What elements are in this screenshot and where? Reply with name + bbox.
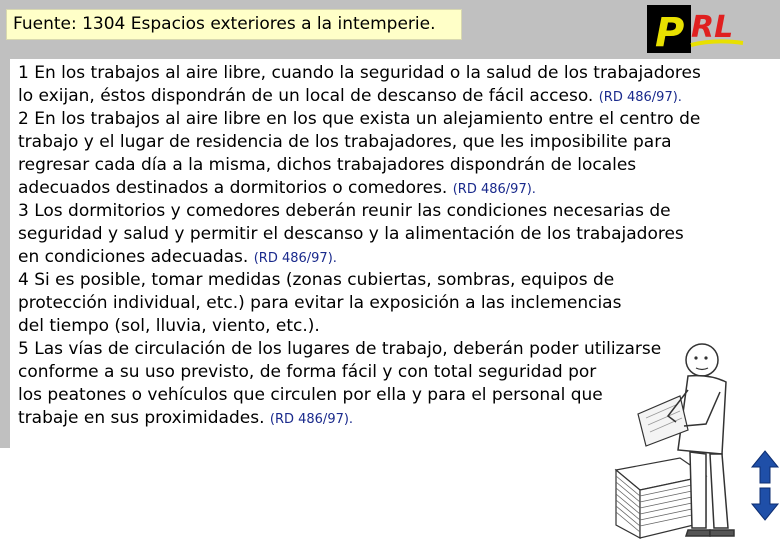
worker-reading-papers-illustration (610, 330, 750, 540)
content-line-text: del tiempo (sol, lluvia, viento, etc.). (18, 316, 320, 336)
content-line (18, 361, 596, 384)
content-line-text: 4 Si es posible, tomar medidas (zonas cubiertas, sombras, equipos de (18, 270, 615, 290)
content-line (18, 62, 701, 85)
content-line (18, 269, 614, 292)
content-line (18, 246, 337, 270)
arrow-down-icon[interactable] (750, 486, 780, 522)
content-line-text: los peatones o vehículos que circulen por ella y para el personal que (18, 385, 603, 405)
content-line (18, 223, 684, 246)
content-line-text: adecuados destinados a dormitorios o comedores. (18, 178, 453, 198)
content-line (18, 292, 621, 315)
content-line (18, 154, 636, 177)
source-label: Fuente: 1304 Espacios exteriores a la intemperie. (6, 9, 462, 40)
logo-letters-rl: RL (691, 10, 734, 45)
content-line-text: lo exijan, éstos dispondrán de un local de descanso de fácil acceso. (18, 86, 599, 106)
content-line-text: seguridad y salud y permitir el descanso y la alimentación de los trabajadores (18, 224, 684, 244)
legal-reference: (RD 486/97). (452, 182, 536, 197)
content-line (18, 384, 603, 407)
content-line-text: trabaje en sus proximidades. (18, 408, 270, 428)
content-line (18, 85, 682, 109)
legal-reference: (RD 486/97). (253, 251, 337, 266)
content-line-text: 5 Las vías de circulación de los lugares de trabajo, deberán poder utilizarse (18, 339, 662, 359)
content-line-text: protección individual, etc.) para evitar la exposición a las inclemencias (18, 293, 622, 313)
content-line (18, 131, 672, 154)
content-line (18, 315, 320, 338)
content-line (18, 108, 700, 131)
content-line-text: conforme a su uso previsto, de forma fácil y con total seguridad por (18, 362, 597, 382)
arrow-up-icon[interactable] (750, 449, 780, 485)
content-line (18, 200, 671, 223)
content-line (18, 407, 353, 431)
content-line-text: 2 En los trabajos al aire libre en los que exista un alejamiento entre el centro de (18, 109, 701, 129)
prl-logo (645, 3, 745, 55)
legal-reference: (RD 486/97). (598, 90, 682, 105)
content-line-text: en condiciones adecuadas. (18, 247, 254, 267)
content-line-text: 3 Los dormitorios y comedores deberán reunir las condiciones necesarias de (18, 201, 671, 221)
logo-letter-p: P (655, 10, 685, 55)
content-line-text: trabajo y el lugar de residencia de los trabajadores, que les imposibilite para (18, 132, 672, 152)
content-line (18, 338, 661, 361)
content-line (18, 177, 536, 201)
content-line-text: regresar cada día a la misma, dichos trabajadores dispondrán de locales (18, 155, 637, 175)
content-line-text: 1 En los trabajos al aire libre, cuando la seguridad o la salud de los trabajadores (18, 63, 701, 83)
legal-reference: (RD 486/97). (269, 412, 354, 427)
